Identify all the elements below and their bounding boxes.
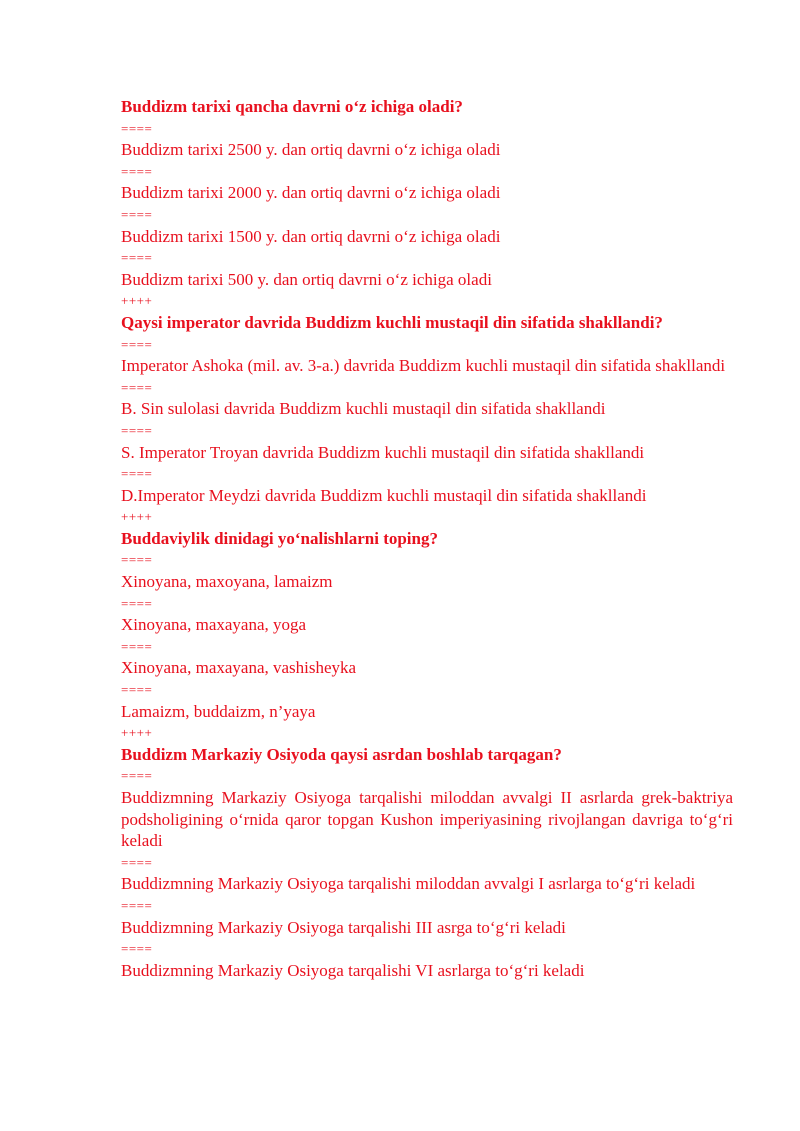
answer-separator: ==== [121,422,153,438]
question-separator: ++++ [121,293,153,309]
answer-separator: ==== [121,552,153,568]
answer-option: Xinoyana, maxoyana, lamaizm [121,572,333,592]
answer-separator: ==== [121,595,153,611]
answer-option: Buddizmning Markaziy Osiyoga tarqalishi III asrga to‘g‘ri keladi [121,917,566,937]
answer-option: Buddizm tarixi 2500 y. dan ortiq davrni o‘z ichiga oladi [121,140,501,160]
question-block-2 [121,312,733,528]
question-block-4 [121,744,733,982]
answer-separator: ==== [121,163,153,179]
answer-option: D.Imperator Meydzi davrida Buddizm kuchli mustaqil din sifatida shakllandi [121,485,647,505]
question-block-3 [121,528,733,744]
answer-option: Buddizm tarixi 500 y. dan ortiq davrni o‘z ichiga oladi [121,269,492,289]
question-text: Buddizm Markaziy Osiyoda qaysi asrdan boshlab tarqagan? [121,744,562,764]
question-text: Buddaviylik dinidagi yo‘nalishlarni toping? [121,528,438,548]
answer-separator: ==== [121,638,153,654]
answer-option: S. Imperator Troyan davrida Buddizm kuchli mustaqil din sifatida shakllandi [121,442,645,462]
answer-option: B. Sin sulolasi davrida Buddizm kuchli mustaqil din sifatida shakllandi [121,399,606,419]
answer-separator: ==== [121,854,153,870]
answer-option: Buddizmning Markaziy Osiyoga tarqalishi VI asrlarga to‘g‘ri keladi [121,960,585,980]
answer-option: Buddizmning Markaziy Osiyoga tarqalishi miloddan avvalgi I asrlarga to‘g‘ri keladi [121,874,696,894]
answer-option: Xinoyana, maxayana, vashisheyka [121,658,357,678]
answer-option: Xinoyana, maxayana, yoga [121,615,307,635]
answer-separator: ==== [121,206,153,222]
answer-option: Buddizm tarixi 1500 y. dan ortiq davrni o‘z ichiga oladi [121,226,501,246]
answer-separator: ==== [121,250,153,266]
answer-separator: ==== [121,120,153,136]
answer-option: Lamaizm, buddaizm, n’yaya [121,701,316,721]
answer-separator: ==== [121,897,153,913]
answer-option: Buddizmning Markaziy Osiyoga tarqalishi miloddan avvalgi II asrlarda grek-baktriya podsholigining o‘rnida qaror topgan Kushon imperiyasining rivojlangan davriga to‘g‘ri keladi [121,788,733,851]
question-block-1 [121,96,733,312]
answer-separator: ==== [121,466,153,482]
question-separator: ++++ [121,725,153,741]
answer-separator: ==== [121,682,153,698]
document-page [121,96,733,981]
answer-option: Buddizm tarixi 2000 y. dan ortiq davrni o‘z ichiga oladi [121,183,501,203]
question-text: Buddizm tarixi qancha davrni o‘z ichiga oladi? [121,97,463,116]
question-separator: ++++ [121,509,153,525]
answer-separator: ==== [121,379,153,395]
answer-option: Imperator Ashoka (mil. av. 3-a.) davrida Buddizm kuchli mustaqil din sifatida shakllandi [121,356,726,376]
answer-separator: ==== [121,941,153,957]
question-text: Qaysi imperator davrida Buddizm kuchli mustaqil din sifatida shakllandi? [121,312,663,332]
answer-separator: ==== [121,768,153,784]
answer-separator: ==== [121,336,153,352]
